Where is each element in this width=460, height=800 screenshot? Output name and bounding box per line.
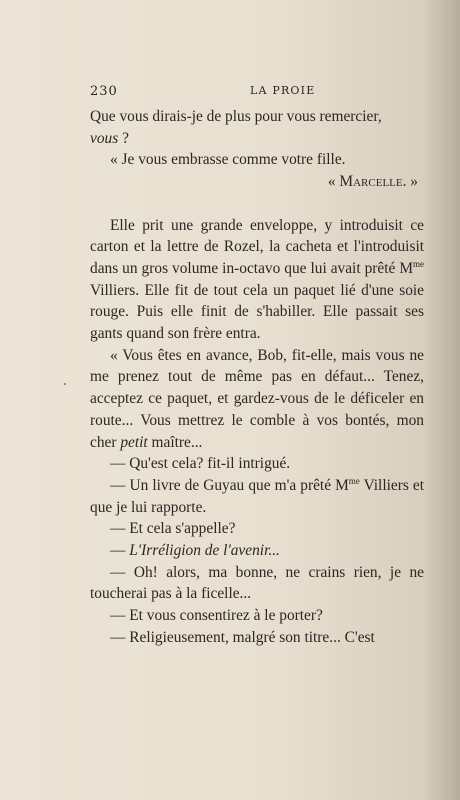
running-title: LA PROIE	[250, 84, 316, 97]
body-text	[90, 106, 424, 649]
paragraph: « Vous êtes en avance, Bob, fit-elle, mais vous ne me prenez tout de même pas en défaut... Tenez, acceptez ce paquet, et gardez-vous de le déficeler en route... Vous mettrez le comble à vos bontés, mon cher petit maître...	[90, 346, 424, 451]
dialogue-line: — Qu'est cela? fit-il intrigué.	[110, 455, 291, 473]
paragraph: Elle prit une grande enveloppe, y introduisit ce carton et la lettre de Rozel, la cacheta et l'introduisit dans un gros volume in-octavo que lui avait prêté $M^{me}$ Villiers. Elle fit de tout cela un paquet lié d'une soie rouge. Puis elle finit de s'habiller. Elle passait ses gants quand son frère entra.	[90, 216, 424, 343]
paragraph-gap	[90, 193, 424, 215]
dialogue-line: — Un livre de Guyau que m'a prêté $M^{me}$ Villiers et que je lui rapporte.	[90, 475, 425, 516]
dialogue-line: — Oh! alors, ma bonne, ne crains rien, je ne toucherai pas à la ficelle...	[90, 563, 424, 603]
letter-line: Que vous dirais-je de plus pour vous remercier,	[90, 108, 382, 125]
dialogue-line: — Religieusement, malgré son titre... C'est	[110, 628, 375, 646]
page-number: 230	[90, 84, 118, 99]
dialogue-line: — Et vous consentirez à le porter?	[110, 607, 323, 625]
dialogue-line: — L'Irréligion de l'avenir...	[110, 542, 280, 560]
letter-signature: « Marcelle. »	[327, 173, 418, 191]
letter-closing: « Je vous embrasse comme votre fille.	[110, 151, 346, 169]
letter-line: vous ?	[90, 129, 129, 147]
paper-speck	[64, 383, 66, 385]
dialogue-line: — Et cela s'appelle?	[110, 520, 236, 538]
